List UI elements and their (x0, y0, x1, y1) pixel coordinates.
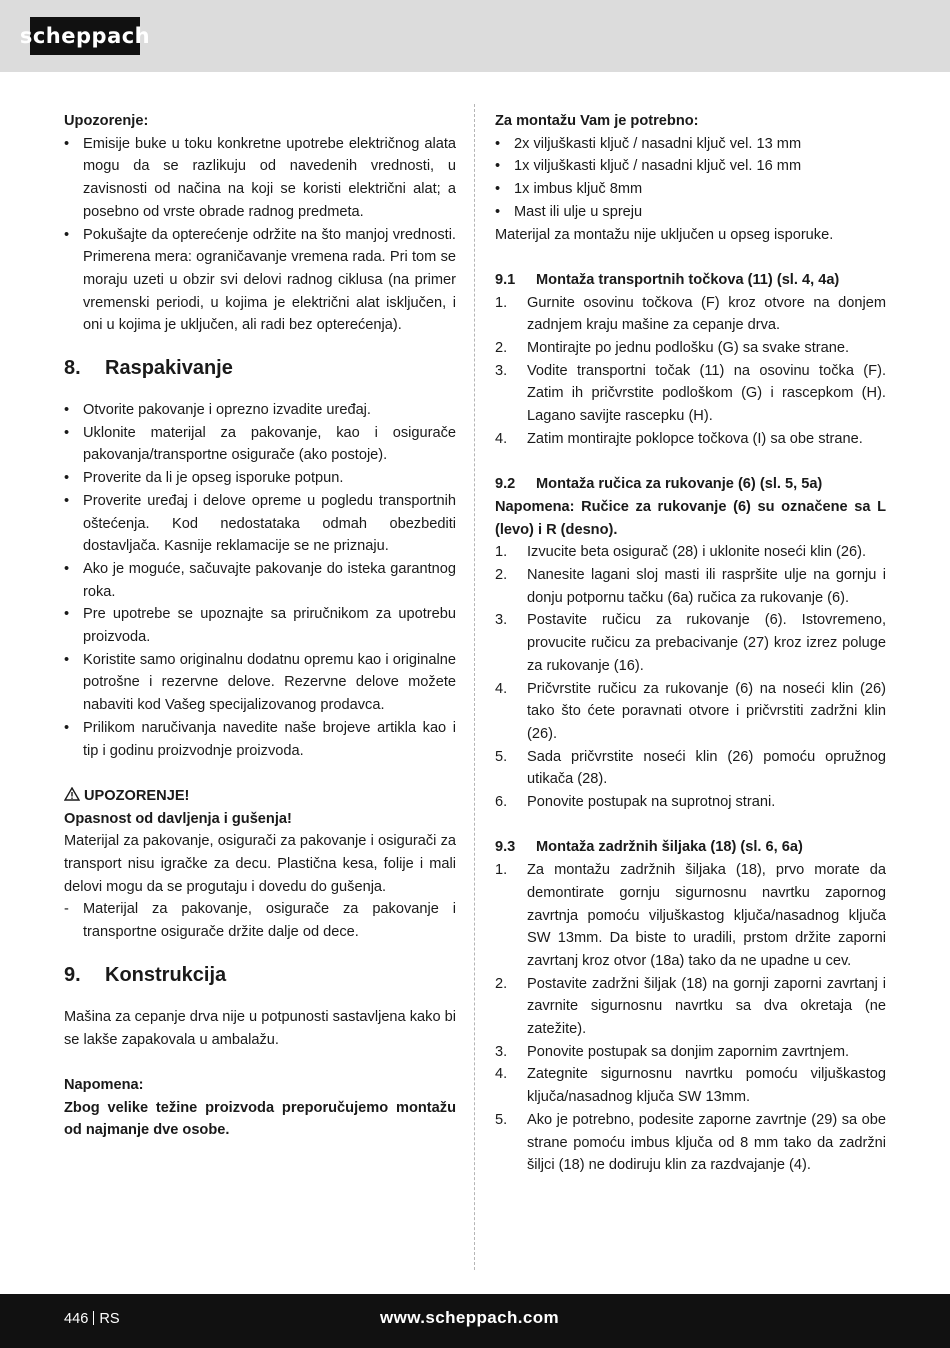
step-text: Montirajte po jednu podlošku (G) sa svake strane. (527, 340, 850, 357)
list-item: 1. Gurnite osovinu točkova (F) kroz otvore na donjem zadnjem kraju mašine za cepanje drva. (495, 294, 886, 334)
list-item: • 2x viljuškasti ključ / nasadni ključ vel. 13 mm (495, 133, 886, 156)
step-text: Ponovite postupak sa donjim zapornim zavrtnjem. (527, 1043, 850, 1060)
list-item: 3. Postavite ručicu za rukovanje (6). Istovremeno, provucite ručicu za prebacivanje (27) kroz izrez poluge za rukovanje (16). (495, 612, 886, 674)
steps-9-1 (495, 292, 886, 451)
list-item: • Proverite uređaj i delove opreme u pogledu transportnih oštećenja. Kod nedostataka odmah obezbediti dostavljača. Kasnije reklamacije se ne priznaju. (64, 490, 456, 558)
column-divider (474, 104, 475, 1270)
page-info (64, 1311, 120, 1327)
list-item: • Pokušajte da opterećenje održite na što manjoj vrednosti. Primerena mera: ograničavanje vremena rada. Pri tom se moraju uzeti u obzir svi delovi radnog ciklusa (na primer vremenski periodi, u kojima je električni alat isključen, i oni u kojima je uključen, ali radi bez opterećenja). (64, 224, 456, 338)
list-item: • Prilikom naručivanja navedite naše brojeve artikla kao i tip i godinu proizvodnje proizvoda. (64, 717, 456, 762)
spacer (64, 762, 456, 785)
subsection-title: Montaža transportnih točkova (11) (sl. 4, 4a) (536, 271, 840, 288)
list-item: 4. Zatim montirajte poklopce točkova (I) sa obe strane. (495, 430, 863, 447)
list-item: 6. Ponovite postupak na suprotnoj strani. (495, 794, 776, 811)
list-item: 1. Za montažu zadržnih šiljaka (18), prvo morate da demontirate gornju sigurnosnu navrtku zapornog zavrtnja pomoću viljuškastog ključa/nasadnog ključa SW 13mm. Da biste to uradili, prstom držite zaporni zavrtanj kroz otvor (18a) tako da ne upadne u cev. (495, 862, 886, 969)
spacer (495, 246, 886, 269)
step-text: Za montažu zadržnih šiljaka (18), prvo morate da demontirate gornju sigurnosnu navrtku zapornog zavrtnja pomoću viljuškastog ključa/nasadnog ključa SW 13mm. Da biste to uradili, prstom držite zaporni zavrtanj kroz otvor (18a) tako da ne upadne u cev. (527, 862, 886, 969)
list-item: 3. Vodite transportni točak (11) na osovinu točka (F). Zatim ih pričvrstite podloškom (G) i rascepkom (H). Lagano savijte rascepku (H). (495, 362, 886, 425)
list-item: • Pre upotrebe se upoznajte sa priručnikom za upotrebu proizvoda. (64, 603, 456, 648)
hazard-label-text: UPOZORENJE! (84, 787, 190, 804)
step-text: Nanesite lagani sloj masti ili raspršite ulje na gornju i donju potpornu tačku (6a) ručica za rukovanje (6). (527, 567, 886, 606)
step-text: Gurnite osovinu točkova (F) kroz otvore na donjem zadnjem kraju mašine za cepanje drva. (527, 294, 886, 334)
brand-logo (19, 17, 151, 55)
step-text: Zategnite sigurnosnu navrtku pomoću viljuškastog ključa/nasadnog ključa SW 13mm. (527, 1066, 886, 1106)
subsection-number: 9.1 (495, 271, 516, 288)
spacer (495, 451, 886, 474)
list-item: 3. Ponovite postupak sa donjim zapornim zavrtnjem. (495, 1043, 850, 1060)
list-item: 1. Izvucite beta osigurač (28) i uklonite noseći klin (26). (495, 544, 867, 561)
subsection-title: Montaža ručica za rukovanje (6) (sl. 5, 5a) (536, 476, 823, 493)
language-code: RS (99, 1311, 120, 1327)
list-item: • 1x imbus ključ 8mm (495, 178, 886, 201)
left-column (64, 110, 456, 1142)
footer-bar (0, 1294, 950, 1348)
step-text: Pričvrstite ručicu za rukovanje (6) na noseći klin (26) tako što ćete poravnati otvore i pričvrstiti zadržni klin (26). (527, 680, 886, 742)
hazard-body: Materijal za pakovanje, osigurači za pakovanje i osigurači za transport nisu igračke za decu. Plastična kesa, folije i mali delovi mogu da se progutaju i dovedu do gušenja. (64, 833, 456, 895)
list-item: • Koristite samo originalnu dodatnu opremu kao i originalne potrošne i rezervne delove. Rezervne delove možete nabaviti kod Vašeg specijalizovanog prodavca. (64, 649, 456, 717)
website-url: www.scheppach.com (380, 1308, 560, 1327)
step-text: Postavite ručicu za rukovanje (6). Istovremeno, provucite ručicu za prebacivanje (27) kroz izrez poluge za rukovanje (16). (527, 612, 886, 674)
hazard-dash-list (64, 898, 456, 943)
step-text: Vodite transportni točak (11) na osovinu točka (F). Zatim ih pričvrstite podloškom (G) i rascepkom (H). Lagano savijte rascepku (H). (527, 362, 886, 425)
list-item: 4. Zategnite sigurnosnu navrtku pomoću viljuškastog ključa/nasadnog ključa SW 13mm. (495, 1066, 886, 1106)
spacer (495, 814, 886, 837)
subsection-note: Napomena: Ručice za rukovanje (6) su označene sa L (levo) i R (desno). (495, 498, 886, 538)
list-item: 5. Ako je potrebno, podesite zaporne zavrtnje (29) sa obe strane pomoću imbus ključa od 8 mm tako da zadržni šiljci (18) ne dodiruju klin za razdvajanje (4). (495, 1111, 886, 1174)
tools-list (495, 133, 886, 224)
right-column (495, 110, 886, 1177)
list-item: • 1x viljuškasti ključ / nasadni ključ vel. 16 mm (495, 155, 886, 178)
list-item: • Mast ili ulje u spreju (495, 201, 886, 224)
list-item: 4. Pričvrstite ručicu za rukovanje (6) na noseći klin (26) tako što ćete poravnati otvore i pričvrstiti zadržni klin (26). (495, 680, 886, 742)
construction-text: Mašina za cepanje drva nije u potpunosti sastavljena kako bi se lakše zapakovala u ambalažu. (64, 1008, 456, 1048)
list-item: • Uklonite materijal za pakovanje, kao i osigurače pakovanja/transportne osigurače (ako postoje). (64, 422, 456, 467)
page-number: 446 (64, 1311, 89, 1327)
note-heading: Napomena: (64, 1076, 144, 1093)
brand-logo-text: scheppach (19, 24, 151, 48)
steps-9-3 (495, 859, 886, 1177)
section-heading-8 (64, 355, 456, 381)
hazard-subtitle: Opasnost od davljenja i gušenja! (64, 810, 292, 827)
hazard-label (64, 785, 456, 808)
subsection-heading-9-1 (495, 269, 886, 292)
section-number: 9. (64, 963, 81, 986)
step-text: Izvucite beta osigurač (28) i uklonite noseći klin (26). (527, 544, 867, 561)
warning-triangle-icon (64, 787, 80, 801)
section-heading-9 (64, 962, 456, 988)
tools-heading: Za montažu Vam je potrebno: (495, 113, 699, 129)
spacer (64, 1051, 456, 1074)
list-item: • Otvorite pakovanje i oprezno izvadite uređaj. (64, 399, 456, 422)
note-text: Zbog velike težine proizvoda preporučujemo montažu od najmanje dve osobe. (64, 1099, 456, 1139)
section-title: Konstrukcija (105, 963, 227, 986)
section-number: 8. (64, 357, 81, 380)
tools-note: Materijal za montažu nije uključen u opseg isporuke. (495, 226, 834, 243)
header-bar (0, 0, 950, 72)
steps-9-2 (495, 541, 886, 813)
list-item: 2. Nanesite lagani sloj masti ili raspršite ulje na gornju i donju potpornu tačku (6a) ručica za rukovanje (6). (495, 567, 886, 606)
warning-heading: Upozorenje: (64, 113, 149, 129)
list-item: • Ako je moguće, sačuvajte pakovanje do isteka garantnog roka. (64, 558, 456, 603)
subsection-heading-9-3 (495, 836, 886, 859)
list-item: - Materijal za pakovanje, osigurače za pakovanje i transportne osigurače držite dalje od dece. (64, 898, 456, 943)
list-item: 2. Montirajte po jednu podlošku (G) sa svake strane. (495, 340, 850, 357)
unpacking-list (64, 399, 456, 762)
subsection-heading-9-2 (495, 473, 886, 496)
step-text: Ponovite postupak na suprotnoj strani. (527, 794, 776, 811)
step-text: Postavite zadržni šiljak (18) na gornji zaporni zavrtanj i zavrnite sigurnosnu navrtku sa dva okretaja (ne zatežite). (527, 975, 886, 1038)
list-item: 5. Sada pričvrstite noseći klin (26) pomoću opružnog utikača (28). (495, 748, 886, 788)
section-title: Raspakivanje (105, 357, 233, 380)
step-text: Ako je potrebno, podesite zaporne zavrtnje (29) sa obe strane pomoću imbus ključa od 8 mm tako da zadržni šiljci (18) ne dodiruju klin za razdvajanje (4). (527, 1111, 886, 1174)
subsection-number: 9.2 (495, 476, 516, 493)
step-text: Sada pričvrstite noseći klin (26) pomoću opružnog utikača (28). (527, 748, 886, 788)
subsection-number: 9.3 (495, 839, 516, 856)
warning-list (64, 133, 456, 337)
list-item: • Emisije buke u toku konkretne upotrebe električnog alata mogu da se razlikuju od navedenih vrednosti, u zavisnosti od načina na koji se koristi električni alat; a posebno od vrste obrade radnog predmeta. (64, 133, 456, 224)
list-item: • Proverite da li je opseg isporuke potpun. (64, 467, 456, 490)
subsection-title: Montaža zadržnih šiljaka (18) (sl. 6, 6a) (536, 839, 803, 856)
page-separator (93, 1311, 94, 1325)
list-item: 2. Postavite zadržni šiljak (18) na gornji zaporni zavrtanj i zavrnite sigurnosnu navrtku sa dva okretaja (ne zatežite). (495, 975, 886, 1038)
step-text: Zatim montirajte poklopce točkova (I) sa obe strane. (527, 430, 863, 447)
